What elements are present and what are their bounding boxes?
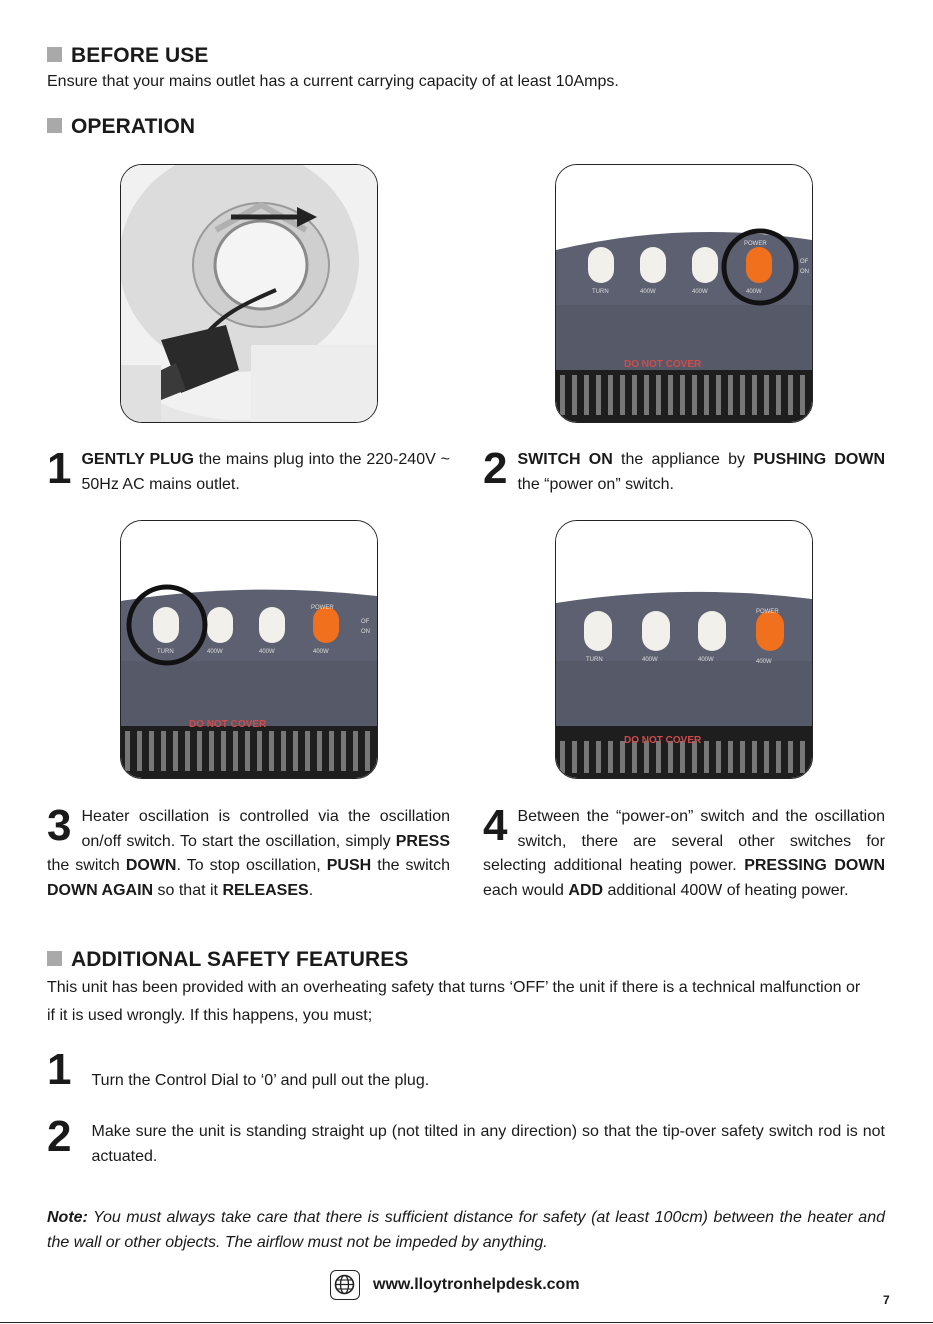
- safety-heading: [47, 948, 408, 972]
- operation-heading-text: OPERATION: [71, 115, 196, 138]
- heading-square: [47, 118, 62, 133]
- svg-text:400W: 400W: [746, 289, 762, 295]
- before-use-heading: [47, 44, 209, 68]
- svg-text:DO NOT COVER: DO NOT COVER: [624, 735, 702, 746]
- step-text: additional 400W of heating power.: [603, 881, 849, 899]
- svg-text:400W: 400W: [640, 289, 656, 295]
- svg-text:POWER: POWER: [311, 605, 334, 611]
- svg-text:DO NOT COVER: DO NOT COVER: [624, 359, 702, 370]
- safety-step-2: [47, 1112, 885, 1169]
- photo-power-switch: [555, 164, 813, 423]
- page-number: 7: [883, 1293, 890, 1307]
- svg-text:DO NOT COVER: DO NOT COVER: [189, 719, 267, 730]
- svg-text:POWER: POWER: [756, 609, 779, 615]
- heading-square: [47, 951, 62, 966]
- step-bold: PUSHING DOWN: [753, 451, 886, 468]
- safety-heading-text: ADDITIONAL SAFETY FEATURES: [71, 948, 409, 971]
- step-text: the appliance by: [612, 451, 754, 468]
- step-text: the “power on” switch.: [517, 475, 674, 493]
- photo-plug-insert: [120, 164, 378, 423]
- step-bold: RELEASES: [222, 881, 309, 899]
- svg-text:400W: 400W: [259, 649, 275, 655]
- step-text: each would: [483, 881, 569, 899]
- step-bold: ADD: [568, 881, 604, 899]
- heading-square: [47, 47, 62, 62]
- photo-heating-switches: [555, 520, 813, 779]
- safety-step-text: Turn the Control Dial to ‘0’ and pull out the plug.: [91, 1072, 430, 1089]
- svg-text:400W: 400W: [756, 659, 772, 665]
- svg-text:400W: 400W: [207, 649, 223, 655]
- svg-text:400W: 400W: [698, 657, 714, 663]
- step-text: Heater oscillation is controlled via the oscillation on/off switch. To start the oscillation, simply: [81, 808, 450, 850]
- panel-turn-label: TURN: [592, 289, 609, 295]
- svg-text:ON: ON: [800, 269, 809, 275]
- step-number: 3: [47, 801, 72, 850]
- note-text: You must always take care that there is sufficient distance for safety (at least 100cm) between the heater and the wall or other objects. The airflow must not be impeded by anything.: [47, 1209, 885, 1251]
- safety-step-1: [47, 1045, 887, 1094]
- operation-step-4: [483, 801, 886, 903]
- svg-text:TURN: TURN: [157, 649, 174, 655]
- note-label: Note:: [47, 1209, 88, 1226]
- step-bold: PRESSING DOWN: [744, 857, 886, 874]
- operation-heading: [47, 115, 195, 139]
- before-use-heading-text: BEFORE USE: [71, 44, 209, 67]
- safety-step-text: [91, 1123, 885, 1165]
- step-text: . To stop oscillation,: [176, 857, 327, 874]
- step-number: 1: [47, 444, 72, 493]
- safety-intro: This unit has been provided with an overheating safety that turns ‘OFF’ the unit if there is a technical malfunction or if it is used wrongly. If this happens, you must;: [47, 979, 861, 1024]
- step-text: the switch: [47, 857, 126, 874]
- operation-step-3: [47, 801, 451, 903]
- photo-oscillation-switch: [120, 520, 378, 779]
- globe-icon: [330, 1270, 360, 1300]
- safety-step-text-content: Make sure the unit is standing straight up (not tilted in any direction) so that the tip-over safety switch rod is not actuated.: [91, 1123, 885, 1165]
- step-bold: PRESS: [395, 832, 450, 850]
- operation-step-2: [483, 444, 886, 497]
- step-text: the switch: [371, 857, 451, 874]
- svg-text:TURN: TURN: [586, 657, 603, 663]
- before-use-text: Ensure that your mains outlet has a current carrying capacity of at least 10Amps.: [47, 73, 619, 90]
- svg-text:ON: ON: [361, 629, 370, 635]
- step-bold: GENTLY PLUG: [81, 451, 194, 468]
- page-bottom-rule: [0, 1322, 933, 1323]
- svg-text:OF: OF: [800, 259, 809, 265]
- svg-text:POWER: POWER: [744, 241, 767, 247]
- svg-text:400W: 400W: [692, 289, 708, 295]
- step-number: 2: [483, 444, 508, 493]
- step-text: so that it: [153, 881, 223, 899]
- footer-url[interactable]: www.lloytronhelpdesk.com: [373, 1276, 580, 1293]
- step-bold: SWITCH ON: [517, 451, 613, 468]
- step-bold: PUSH: [326, 857, 372, 874]
- safety-step-number: 1: [47, 1045, 72, 1094]
- safety-step-number: 2: [47, 1112, 72, 1161]
- safety-note: [47, 1206, 885, 1255]
- svg-text:400W: 400W: [642, 657, 658, 663]
- step-text: .: [308, 881, 314, 899]
- step-text: Between the “power-on” switch and the oscillation switch, there are several other switches for selecting additional heating power.: [483, 808, 885, 874]
- step-bold: DOWN AGAIN: [47, 881, 154, 899]
- step-number: 4: [483, 801, 508, 850]
- step-text: the mains plug into the 220-240V ~ 50Hz AC mains outlet.: [81, 451, 450, 493]
- step-bold: DOWN: [125, 857, 177, 874]
- svg-text:400W: 400W: [313, 649, 329, 655]
- svg-text:OF: OF: [361, 619, 370, 625]
- operation-step-1: [47, 444, 450, 497]
